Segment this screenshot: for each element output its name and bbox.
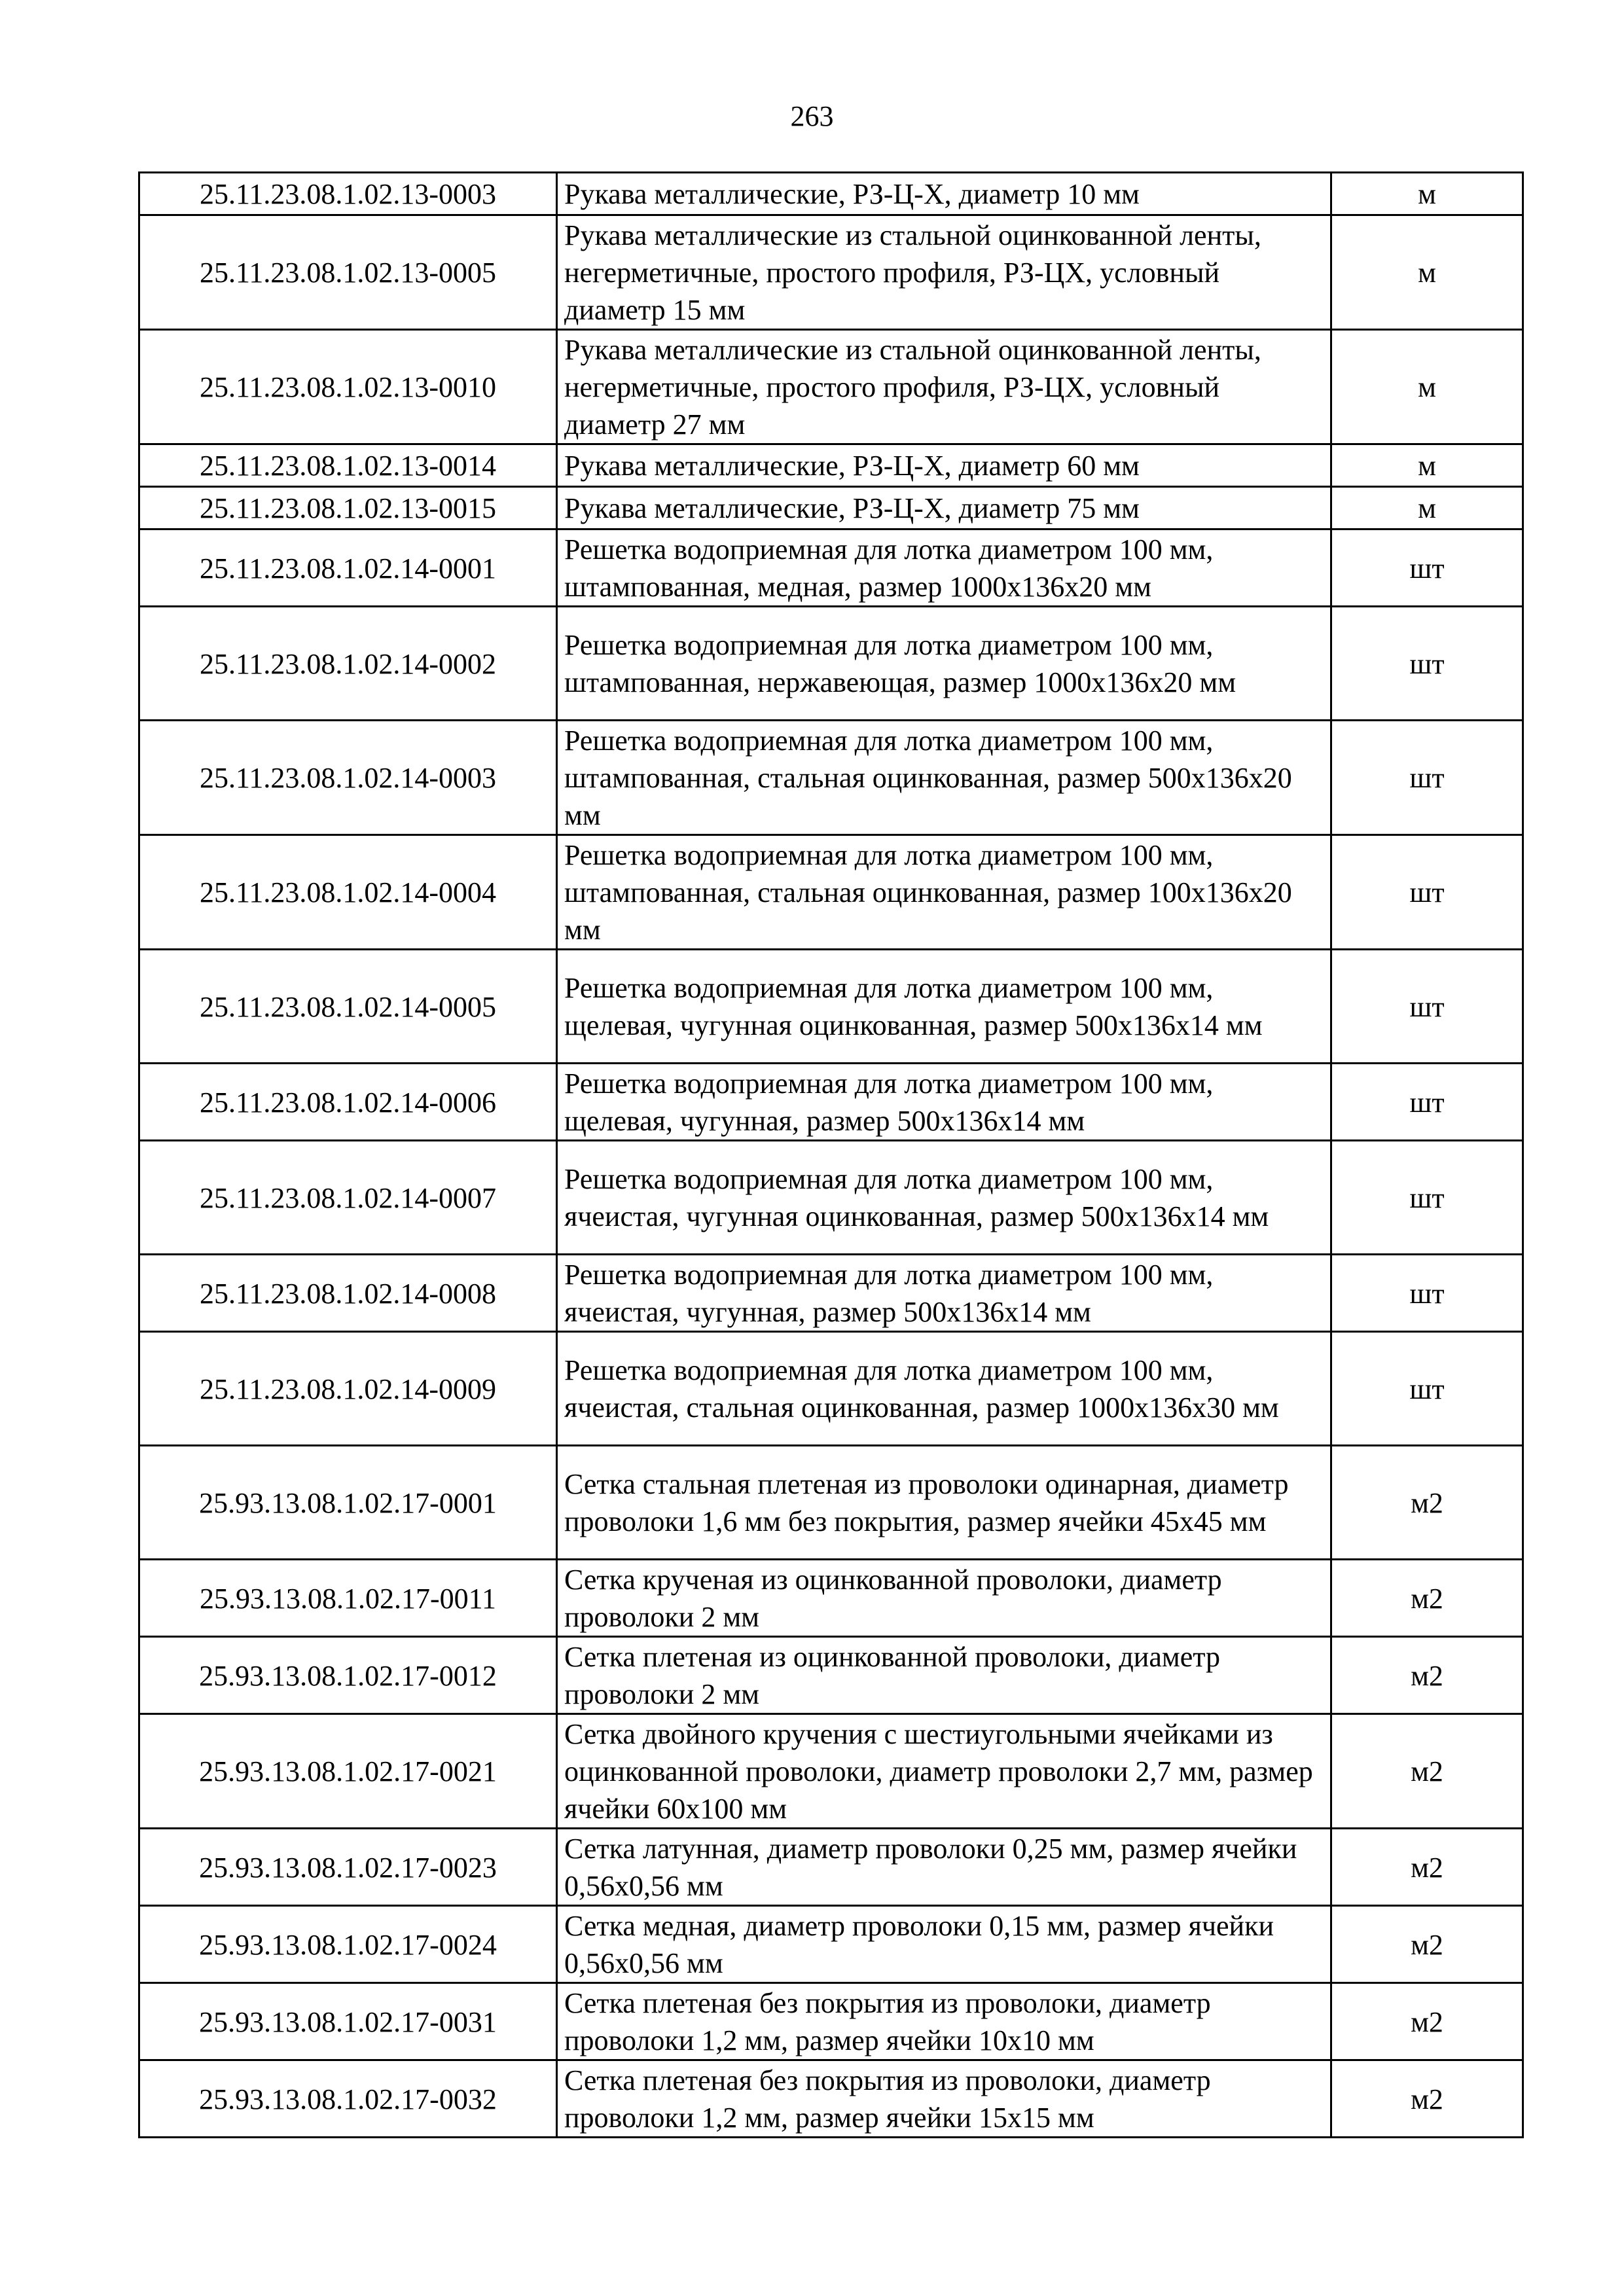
unit-of-measure: шт	[1331, 607, 1523, 721]
unit-of-measure: шт	[1331, 835, 1523, 950]
table-row	[139, 215, 1523, 330]
resource-name: Рукава металлические, РЗ-Ц-Х, диаметр 10 мм	[557, 173, 1331, 215]
table-row	[139, 330, 1523, 444]
resource-code: 25.93.13.08.1.02.17-0001	[139, 1446, 557, 1560]
resource-name: Рукава металлические, РЗ-Ц-Х, диаметр 60 мм	[557, 444, 1331, 487]
resource-table	[138, 171, 1524, 2138]
unit-of-measure: м	[1331, 173, 1523, 215]
resource-name: Сетка медная, диаметр проволоки 0,15 мм, размер ячейки 0,56х0,56 мм	[557, 1906, 1331, 1983]
resource-code: 25.11.23.08.1.02.14-0006	[139, 1064, 557, 1141]
unit-of-measure: шт	[1331, 1064, 1523, 1141]
resource-name: Решетка водоприемная для лотка диаметром 100 мм, штампованная, медная, размер 1000х136х20 мм	[557, 529, 1331, 607]
unit-of-measure: м2	[1331, 1983, 1523, 2060]
resource-name: Сетка крученая из оцинкованной проволоки, диаметр проволоки 2 мм	[557, 1560, 1331, 1637]
resource-code: 25.11.23.08.1.02.14-0001	[139, 529, 557, 607]
table-row	[139, 1560, 1523, 1637]
unit-of-measure: м2	[1331, 1560, 1523, 1637]
resource-code: 25.93.13.08.1.02.17-0032	[139, 2060, 557, 2138]
table-row	[139, 173, 1523, 215]
unit-of-measure: шт	[1331, 1141, 1523, 1255]
resource-name: Сетка двойного кручения с шестиугольными ячейками из оцинкованной проволоки, диаметр проволоки 2,7 мм, размер ячейки 60х100 мм	[557, 1714, 1331, 1829]
resource-code: 25.11.23.08.1.02.13-0015	[139, 487, 557, 529]
resource-name: Сетка стальная плетеная из проволоки одинарная, диаметр проволоки 1,6 мм без покрытия, размер ячейки 45х45 мм	[557, 1446, 1331, 1560]
unit-of-measure: м	[1331, 487, 1523, 529]
table-row	[139, 1255, 1523, 1332]
unit-of-measure: м	[1331, 444, 1523, 487]
resource-code: 25.11.23.08.1.02.14-0002	[139, 607, 557, 721]
resource-code: 25.11.23.08.1.02.14-0004	[139, 835, 557, 950]
resource-name: Решетка водоприемная для лотка диаметром 100 мм, щелевая, чугунная оцинкованная, размер 500х136х14 мм	[557, 950, 1331, 1064]
resource-name: Решетка водоприемная для лотка диаметром 100 мм, штампованная, нержавеющая, размер 1000х136х20 мм	[557, 607, 1331, 721]
resource-name: Решетка водоприемная для лотка диаметром 100 мм, штампованная, стальная оцинкованная, размер 500х136х20 мм	[557, 721, 1331, 835]
resource-code: 25.93.13.08.1.02.17-0012	[139, 1637, 557, 1714]
table-row	[139, 1446, 1523, 1560]
resource-name: Сетка плетеная без покрытия из проволоки, диаметр проволоки 1,2 мм, размер ячейки 10х10 мм	[557, 1983, 1331, 2060]
resource-name: Рукава металлические из стальной оцинкованной ленты, негерметичные, простого профиля, РЗ-ЦХ, условный диаметр 27 мм	[557, 330, 1331, 444]
table-row	[139, 1332, 1523, 1446]
table-row	[139, 1829, 1523, 1906]
table-row	[139, 1714, 1523, 1829]
table-row	[139, 1983, 1523, 2060]
table-row	[139, 1637, 1523, 1714]
unit-of-measure: м2	[1331, 1637, 1523, 1714]
table-row	[139, 835, 1523, 950]
unit-of-measure: шт	[1331, 1332, 1523, 1446]
page-number: 263	[790, 100, 834, 132]
unit-of-measure: м2	[1331, 1829, 1523, 1906]
table-row	[139, 950, 1523, 1064]
resource-code: 25.11.23.08.1.02.13-0005	[139, 215, 557, 330]
unit-of-measure: м2	[1331, 1446, 1523, 1560]
resource-name: Решетка водоприемная для лотка диаметром 100 мм, ячеистая, чугунная, размер 500х136х14 мм	[557, 1255, 1331, 1332]
resource-code: 25.11.23.08.1.02.14-0009	[139, 1332, 557, 1446]
resource-code: 25.11.23.08.1.02.13-0014	[139, 444, 557, 487]
unit-of-measure: м2	[1331, 1714, 1523, 1829]
resource-name: Рукава металлические, РЗ-Ц-Х, диаметр 75 мм	[557, 487, 1331, 529]
table-row	[139, 721, 1523, 835]
table-row	[139, 1141, 1523, 1255]
table-row	[139, 607, 1523, 721]
table-row	[139, 1906, 1523, 1983]
resource-code: 25.93.13.08.1.02.17-0023	[139, 1829, 557, 1906]
resource-code: 25.93.13.08.1.02.17-0024	[139, 1906, 557, 1983]
unit-of-measure: шт	[1331, 529, 1523, 607]
resource-code: 25.93.13.08.1.02.17-0031	[139, 1983, 557, 2060]
resource-code: 25.11.23.08.1.02.14-0008	[139, 1255, 557, 1332]
table-row	[139, 529, 1523, 607]
resource-name: Решетка водоприемная для лотка диаметром 100 мм, ячеистая, чугунная оцинкованная, размер 500х136х14 мм	[557, 1141, 1331, 1255]
unit-of-measure: м2	[1331, 1906, 1523, 1983]
resource-name: Сетка латунная, диаметр проволоки 0,25 мм, размер ячейки 0,56х0,56 мм	[557, 1829, 1331, 1906]
resource-name: Решетка водоприемная для лотка диаметром 100 мм, штампованная, стальная оцинкованная, размер 100х136х20 мм	[557, 835, 1331, 950]
table-row	[139, 2060, 1523, 2138]
resource-code: 25.93.13.08.1.02.17-0021	[139, 1714, 557, 1829]
unit-of-measure: м	[1331, 215, 1523, 330]
resource-code: 25.11.23.08.1.02.14-0003	[139, 721, 557, 835]
resource-name: Сетка плетеная из оцинкованной проволоки, диаметр проволоки 2 мм	[557, 1637, 1331, 1714]
resource-name: Решетка водоприемная для лотка диаметром 100 мм, щелевая, чугунная, размер 500х136х14 мм	[557, 1064, 1331, 1141]
table-row	[139, 1064, 1523, 1141]
resource-code: 25.11.23.08.1.02.13-0003	[139, 173, 557, 215]
resource-name: Сетка плетеная без покрытия из проволоки, диаметр проволоки 1,2 мм, размер ячейки 15х15 мм	[557, 2060, 1331, 2138]
resource-code: 25.11.23.08.1.02.14-0005	[139, 950, 557, 1064]
resource-code: 25.11.23.08.1.02.13-0010	[139, 330, 557, 444]
table-row	[139, 444, 1523, 487]
unit-of-measure: шт	[1331, 721, 1523, 835]
table-row	[139, 487, 1523, 529]
resource-code: 25.11.23.08.1.02.14-0007	[139, 1141, 557, 1255]
unit-of-measure: шт	[1331, 950, 1523, 1064]
unit-of-measure: м	[1331, 330, 1523, 444]
unit-of-measure: шт	[1331, 1255, 1523, 1332]
unit-of-measure: м2	[1331, 2060, 1523, 2138]
resource-code: 25.93.13.08.1.02.17-0011	[139, 1560, 557, 1637]
resource-name: Рукава металлические из стальной оцинкованной ленты, негерметичные, простого профиля, РЗ-ЦХ, условный диаметр 15 мм	[557, 215, 1331, 330]
resource-name: Решетка водоприемная для лотка диаметром 100 мм, ячеистая, стальная оцинкованная, размер 1000х136х30 мм	[557, 1332, 1331, 1446]
